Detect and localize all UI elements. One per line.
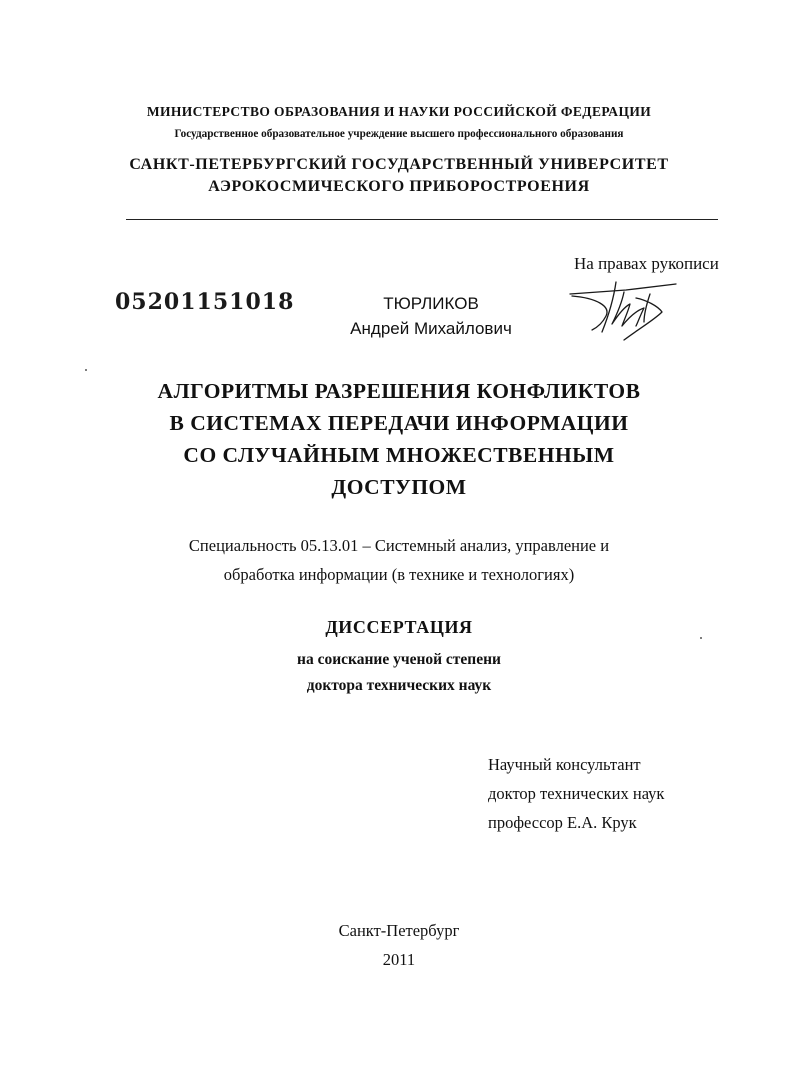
university-name-line-1: САНКТ-ПЕТЕРБУРГСКИЙ ГОСУДАРСТВЕННЫЙ УНИВЕРСИТЕТ (129, 156, 669, 173)
degree-line-2: доктора технических наук (306, 677, 492, 694)
advisor-block (488, 750, 664, 837)
dissertation-title (0, 375, 798, 503)
university-name-line-2: АЭРОКОСМИЧЕСКОГО ПРИБОРОСТРОЕНИЯ (208, 178, 590, 195)
ministry-heading: МИНИСТЕРСТВО ОБРАЗОВАНИЯ И НАУКИ РОССИЙСКОЙ ФЕДЕРАЦИИ (146, 104, 652, 119)
scan-speck (700, 637, 702, 639)
dissertation-label: ДИССЕРТАЦИЯ (325, 617, 473, 637)
specialty-line-1: Специальность 05.13.01 – Системный анализ, управление и (188, 536, 610, 555)
specialty-line-2: обработка информации (в технике и технологиях) (223, 565, 575, 584)
specialty-block (0, 531, 798, 589)
title-line-2: В СИСТЕМАХ ПЕРЕДАЧИ ИНФОРМАЦИИ (169, 411, 629, 435)
degree-line-1: на соискание ученой степени (297, 651, 501, 668)
footer-year: 2011 (382, 950, 416, 969)
title-line-1: АЛГОРИТМЫ РАЗРЕШЕНИЯ КОНФЛИКТОВ (157, 379, 641, 403)
signature-icon (566, 276, 686, 342)
footer-block (0, 916, 798, 974)
rights-note: На правах рукописи (574, 254, 719, 273)
author-surname: ТЮРЛИКОВ (383, 294, 479, 313)
author-block (332, 291, 530, 341)
scan-speck (85, 369, 87, 371)
title-line-3: СО СЛУЧАЙНЫМ МНОЖЕСТВЕННЫМ (183, 443, 615, 467)
title-line-4: ДОСТУПОМ (331, 475, 467, 499)
header-divider (126, 219, 718, 220)
institution-subheading: Государственное образовательное учреждение высшего профессионального образования (174, 128, 624, 140)
advisor-line-1: Научный консультант (488, 755, 641, 774)
advisor-line-2: доктор технических наук (488, 784, 665, 803)
advisor-line-3: профессор Е.А. Крук (488, 813, 637, 832)
footer-city: Санкт-Петербург (338, 921, 460, 940)
university-name (0, 154, 798, 198)
archive-stamp-number: 05201151018 (115, 289, 295, 315)
author-name: Андрей Михайлович (350, 319, 512, 338)
degree-block (0, 647, 798, 699)
